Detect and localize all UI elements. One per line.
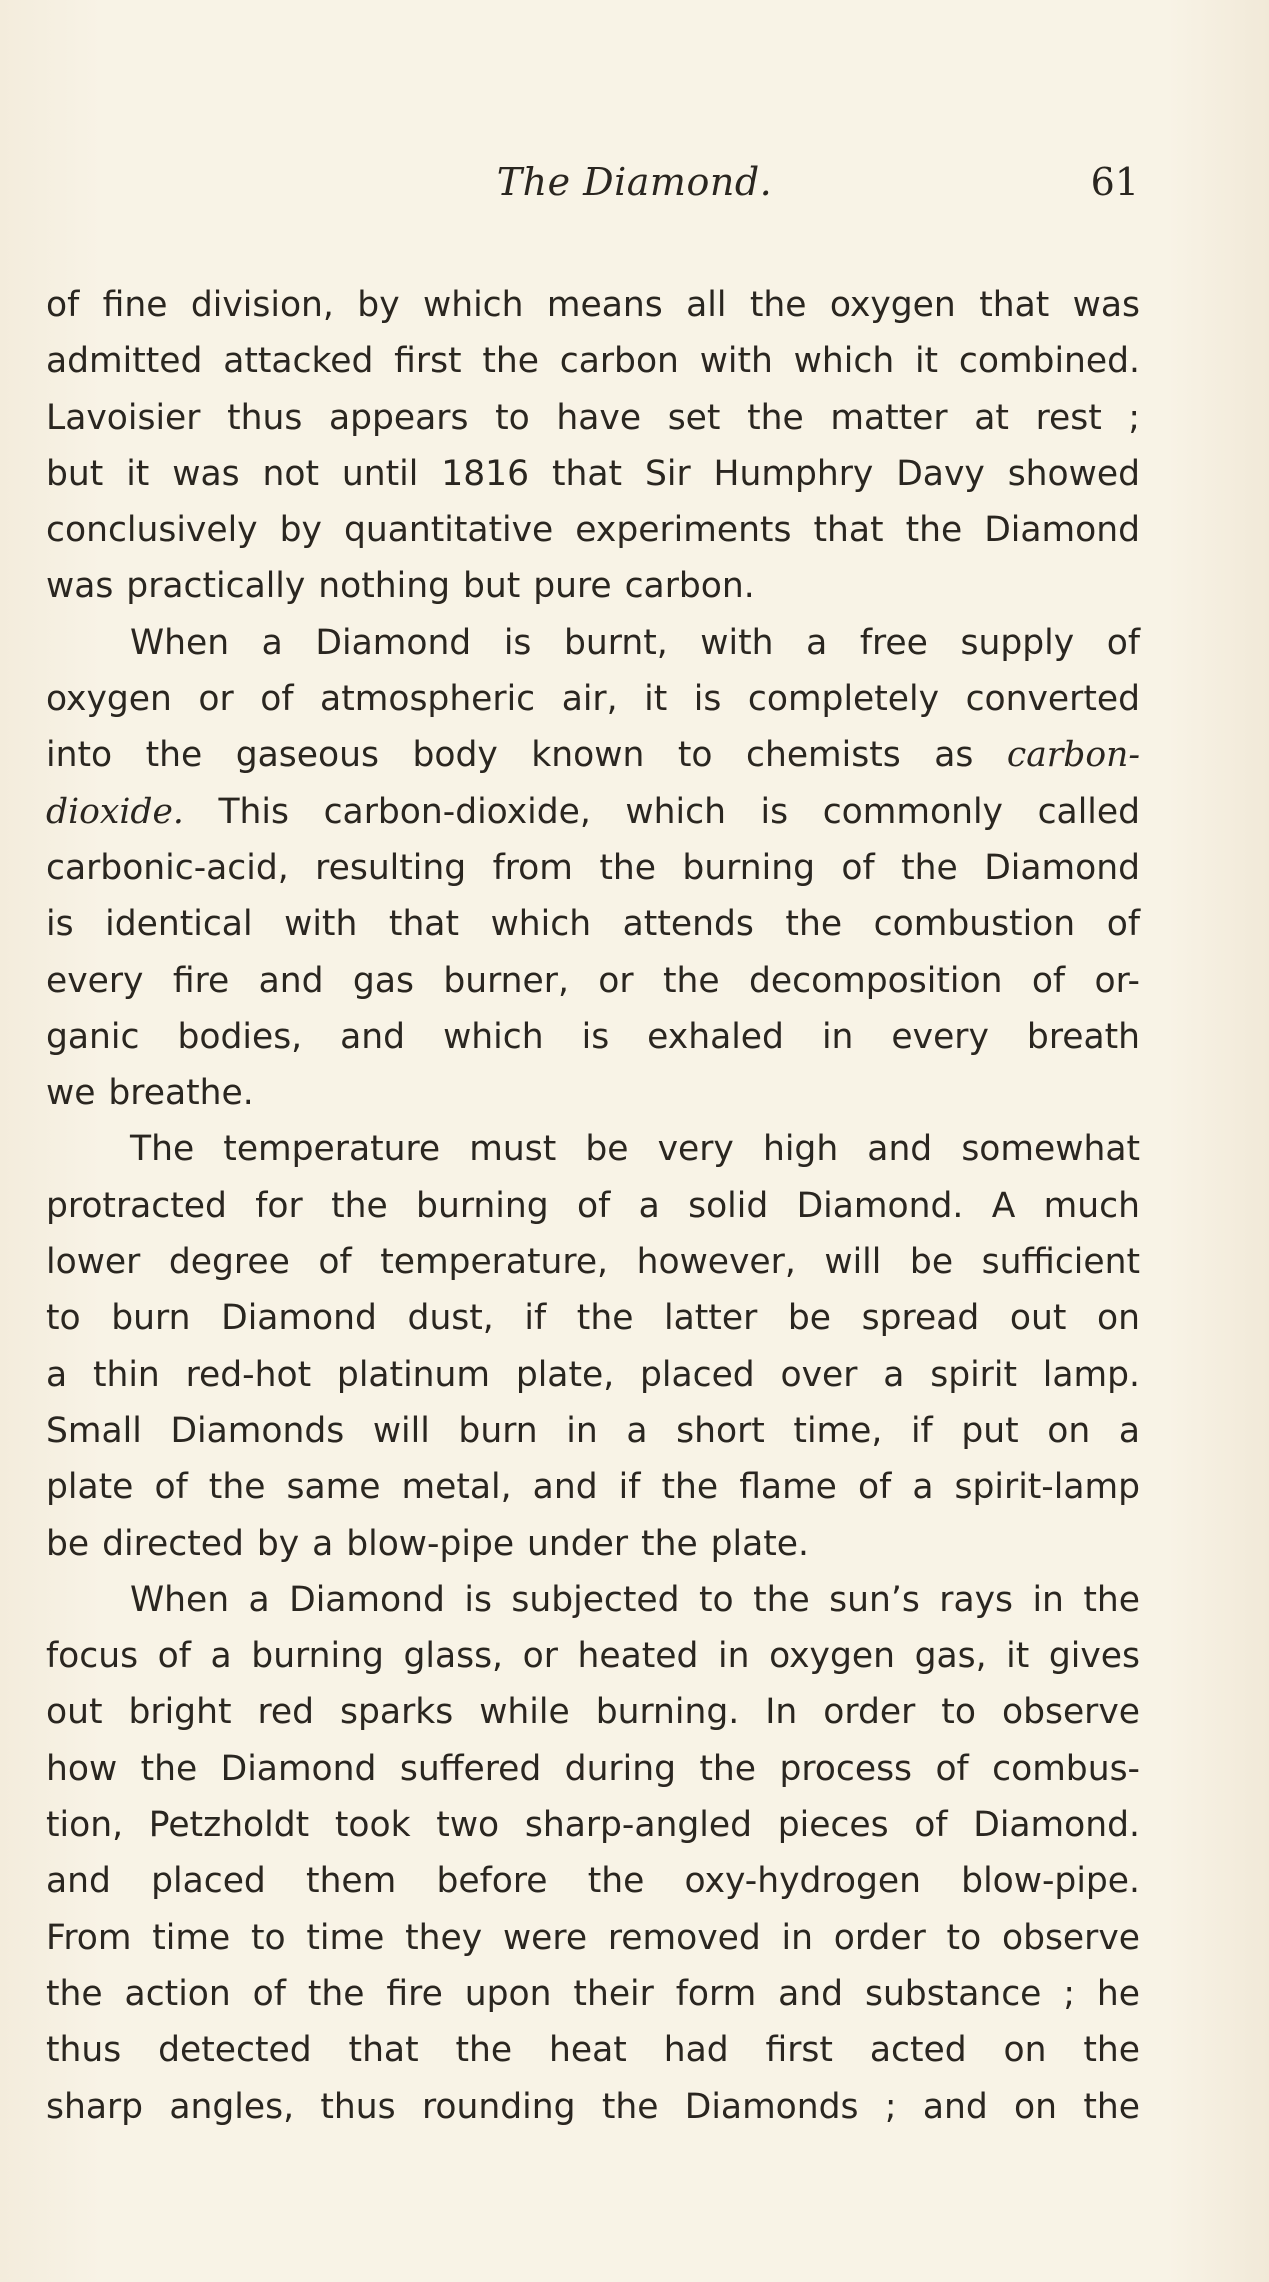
- text-segment: into the gaseous body known to chemists as: [46, 735, 1007, 776]
- text-line: out bright red sparks while burning. In order to observe: [46, 1692, 1140, 1733]
- text-line: a thin red-hot platinum plate, placed over a spirit lamp.: [46, 1354, 1140, 1395]
- text-line: of fine division, by which means all the oxygen that was: [46, 285, 1140, 325]
- body-text: [46, 277, 1140, 2135]
- text-line-with-italic: [46, 784, 1140, 840]
- text-line: conclusively by quantitative experiments that the Diamond: [46, 510, 1140, 551]
- text-line: tion, Petzholdt took two sharp-angled pieces of Diamond.: [46, 1805, 1140, 1846]
- text-line-with-italic: [46, 727, 1140, 783]
- text-line: be directed by a blow-pipe under the plate.: [46, 1523, 809, 1564]
- text-line: and placed them before the oxy-hydrogen blow-pipe.: [46, 1861, 1140, 1902]
- text-line: but it was not until 1816 that Sir Humphry Davy showed: [46, 453, 1140, 494]
- text-line: thus detected that the heat had first acted on the: [46, 2030, 1140, 2071]
- italic-term: dioxide.: [46, 791, 184, 832]
- text-segment: This carbon-dioxide, which is commonly called: [183, 791, 1140, 832]
- text-line: protracted for the burning of a solid Diamond. A much: [46, 1185, 1140, 1226]
- text-line: the action of the fire upon their form and substance ; he: [46, 1973, 1140, 2014]
- text-line: focus of a burning glass, or heated in oxygen gas, it gives: [46, 1636, 1140, 1677]
- text-line: sharp angles, thus rounding the Diamonds ; and on the: [46, 2086, 1140, 2127]
- italic-term: carbon-: [1006, 735, 1140, 776]
- text-line: Lavoisier thus appears to have set the matter at rest ;: [46, 397, 1140, 438]
- text-line: how the Diamond suffered during the process of combus-: [46, 1748, 1140, 1789]
- text-line: The temperature must be very high and somewhat: [130, 1129, 1140, 1170]
- text-line: From time to time they were removed in order to observe: [46, 1917, 1140, 1958]
- text-line: plate of the same metal, and if the flame of a spirit-lamp: [46, 1467, 1140, 1508]
- page-number: 61: [1090, 160, 1139, 204]
- text-line: is identical with that which attends the combustion of: [46, 904, 1140, 945]
- text-line: lower degree of temperature, however, will be sufficient: [46, 1242, 1140, 1283]
- text-line: was practically nothing but pure carbon.: [46, 566, 755, 607]
- text-line: When a Diamond is subjected to the sun’s rays in the: [130, 1579, 1140, 1620]
- text-line: to burn Diamond dust, if the latter be spread out on: [46, 1298, 1140, 1339]
- text-line: every fire and gas burner, or the decomposition of or-: [46, 960, 1140, 1001]
- running-title: The Diamond.: [496, 160, 773, 204]
- text-line: Small Diamonds will burn in a short time, if put on a: [46, 1410, 1140, 1451]
- text-line: we breathe.: [46, 1073, 254, 1114]
- text-line: ganic bodies, and which is exhaled in every breath: [46, 1016, 1140, 1057]
- text-line: When a Diamond is burnt, with a free supply of: [130, 622, 1140, 663]
- text-line: admitted attacked first the carbon with which it combined.: [46, 341, 1140, 382]
- text-line: carbonic-acid, resulting from the burning of the Diamond: [46, 847, 1140, 888]
- text-line: oxygen or of atmospheric air, it is completely converted: [46, 679, 1140, 720]
- page-header: [0, 160, 1269, 220]
